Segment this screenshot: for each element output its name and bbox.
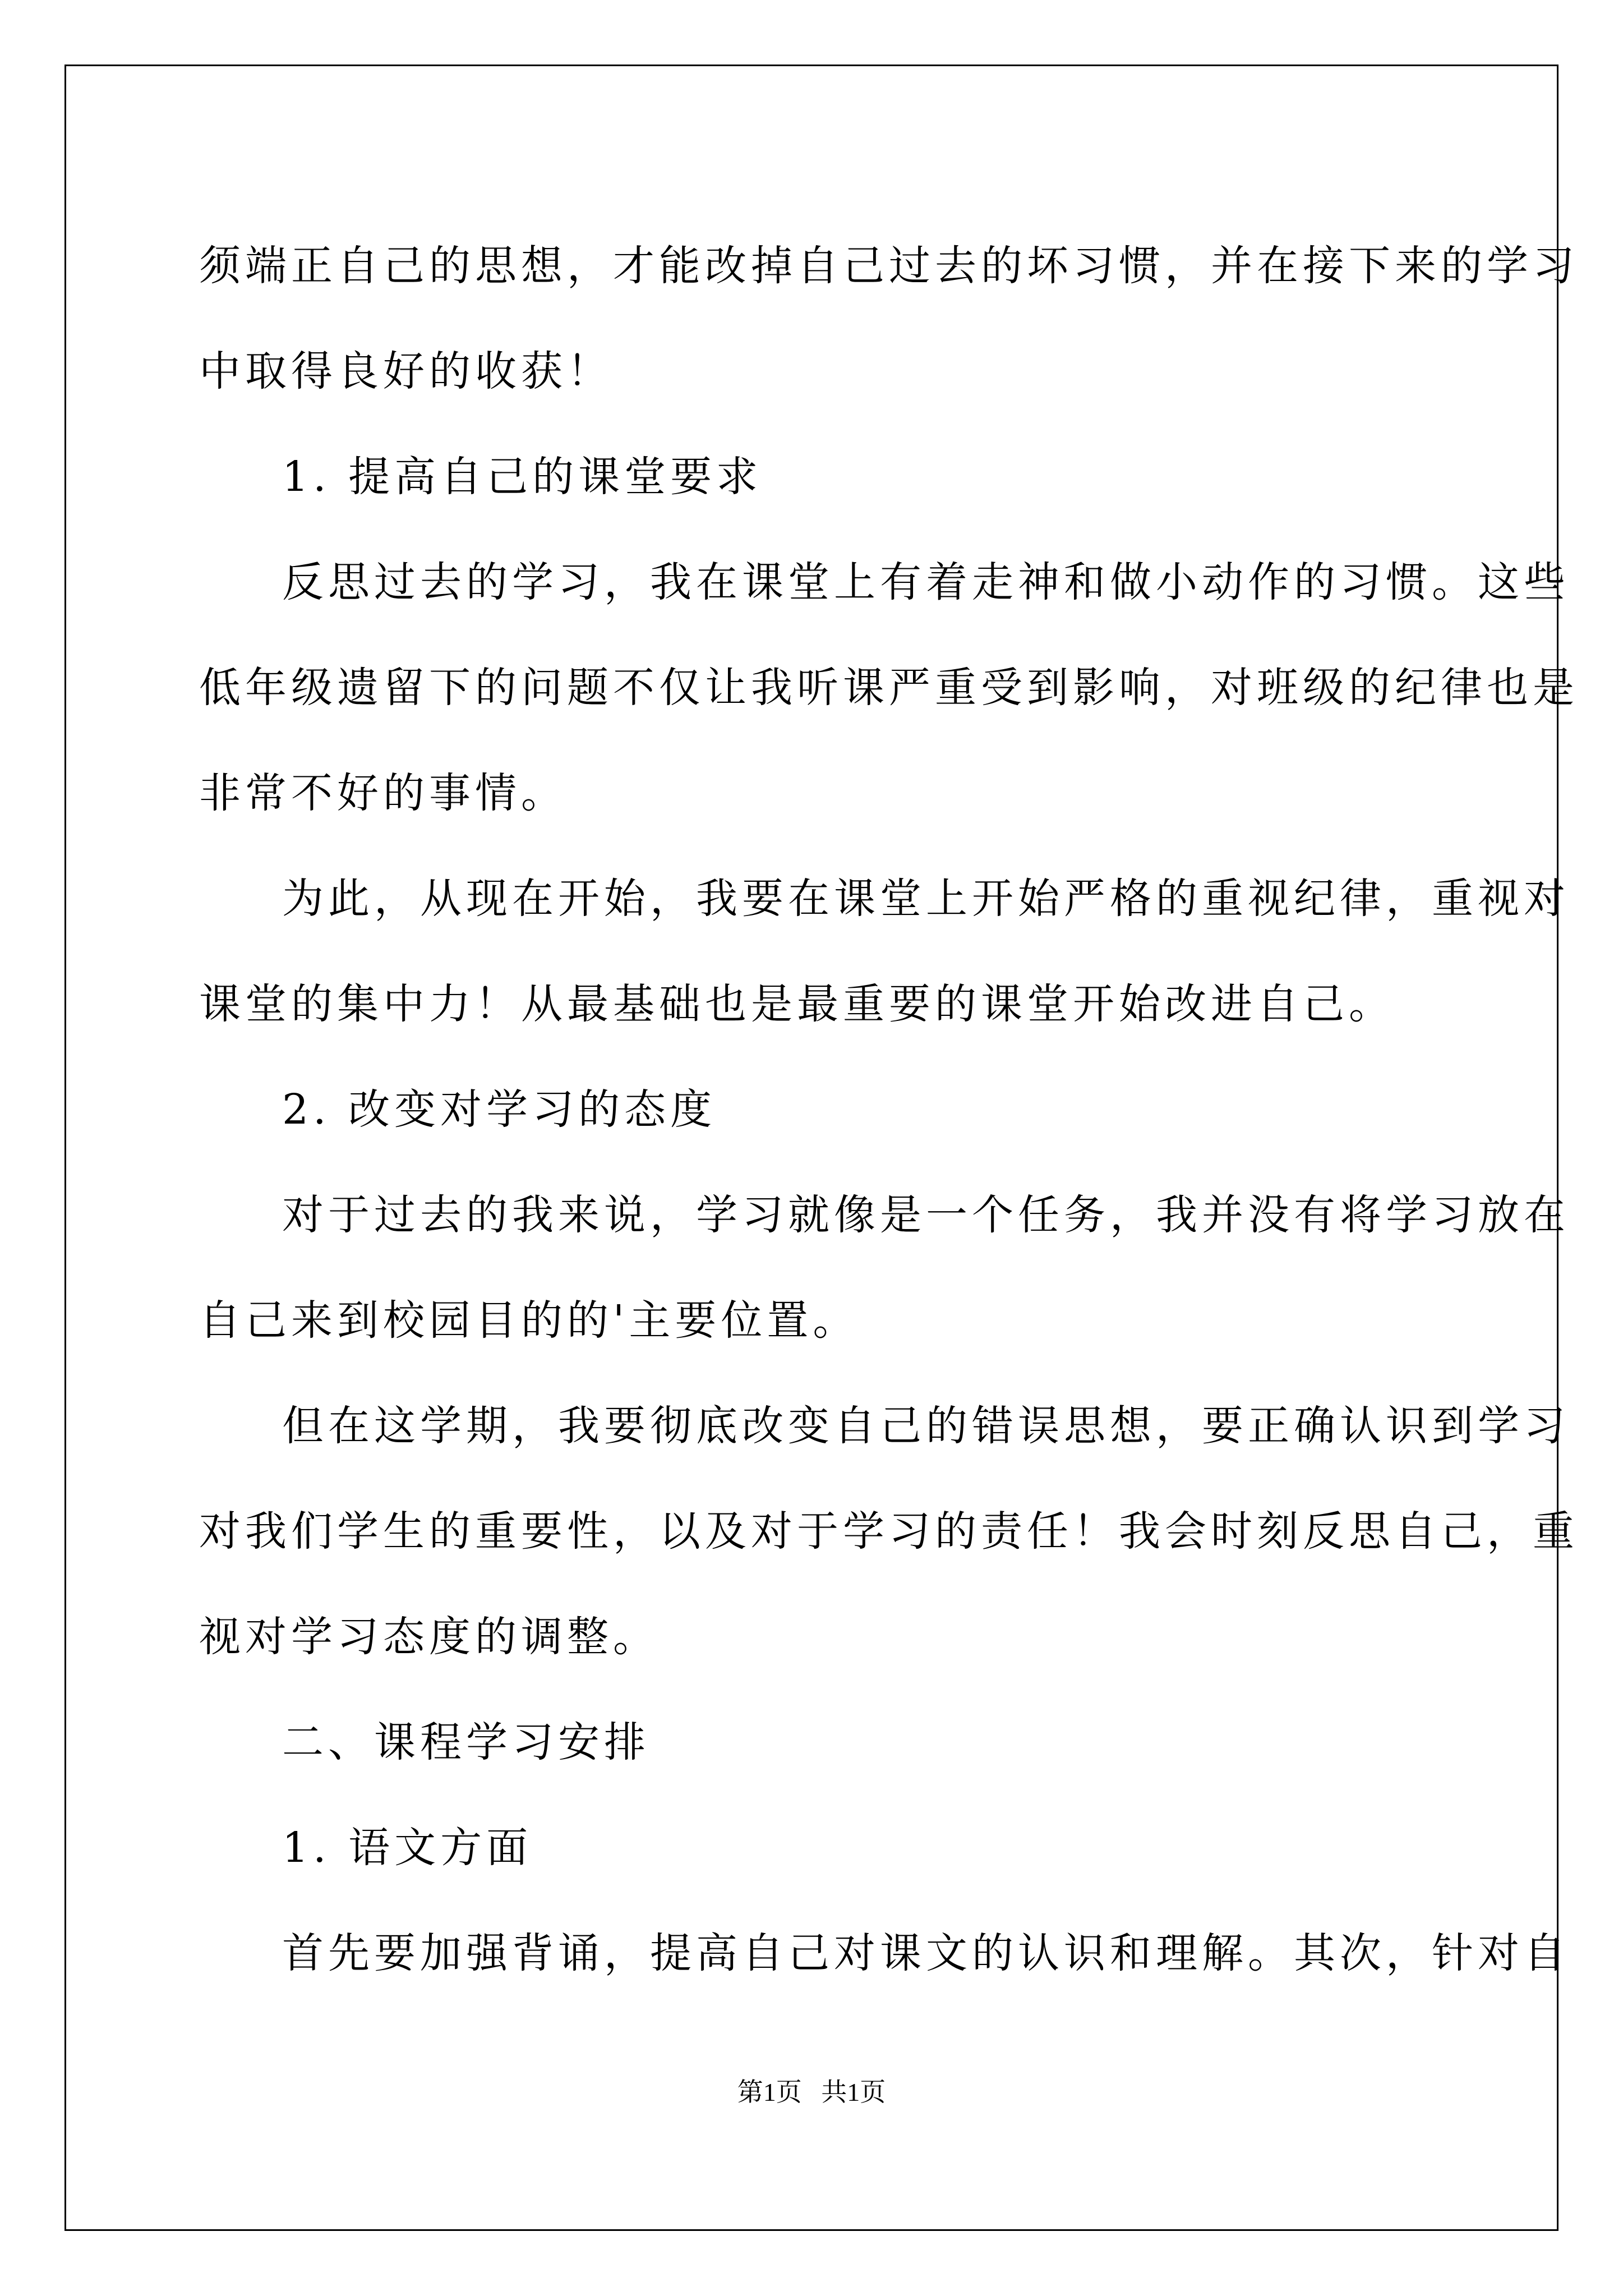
text-line: 视对学习态度的调整。 (199, 1613, 659, 1661)
section-heading: 1. 提高自己的课堂要求 (282, 453, 763, 501)
text-line: 对于过去的我来说，学习就像是一个任务，我并没有将学习放在 (282, 1191, 1570, 1239)
text-line: 但在这学期，我要彻底改变自己的错误思想，要正确认识到学习 (282, 1402, 1570, 1450)
text-line: 低年级遗留下的问题不仅让我听课严重受到影响，对班级的纪律也是 (199, 664, 1579, 712)
document-body (199, 213, 1579, 2006)
text-line: 中取得良好的收获！ (199, 347, 613, 395)
page-footer: 第1页 共1页 (737, 2078, 886, 2106)
section-heading: 1. 语文方面 (282, 1824, 533, 1872)
section-heading: 2. 改变对学习的态度 (282, 1085, 717, 1134)
text-line: 课堂的集中力！从最基础也是最重要的课堂开始改进自己。 (199, 980, 1395, 1028)
text-line: 须端正自己的思想，才能改掉自己过去的坏习惯，并在接下来的学习 (199, 242, 1579, 290)
text-line: 反思过去的学习，我在课堂上有着走神和做小动作的习惯。这些 (282, 558, 1570, 606)
text-line: 非常不好的事情。 (199, 769, 567, 817)
text-line: 首先要加强背诵，提高自己对课文的认识和理解。其次，针对自 (282, 1929, 1570, 1977)
section-heading: 二、课程学习安排 (282, 1718, 650, 1766)
text-line: 自己来到校园目的的'主要位置。 (199, 1296, 859, 1345)
text-line: 为此，从现在开始，我要在课堂上开始严格的重视纪律，重视对 (282, 875, 1570, 923)
text-line: 对我们学生的重要性，以及对于学习的责任！我会时刻反思自己，重 (199, 1507, 1579, 1556)
